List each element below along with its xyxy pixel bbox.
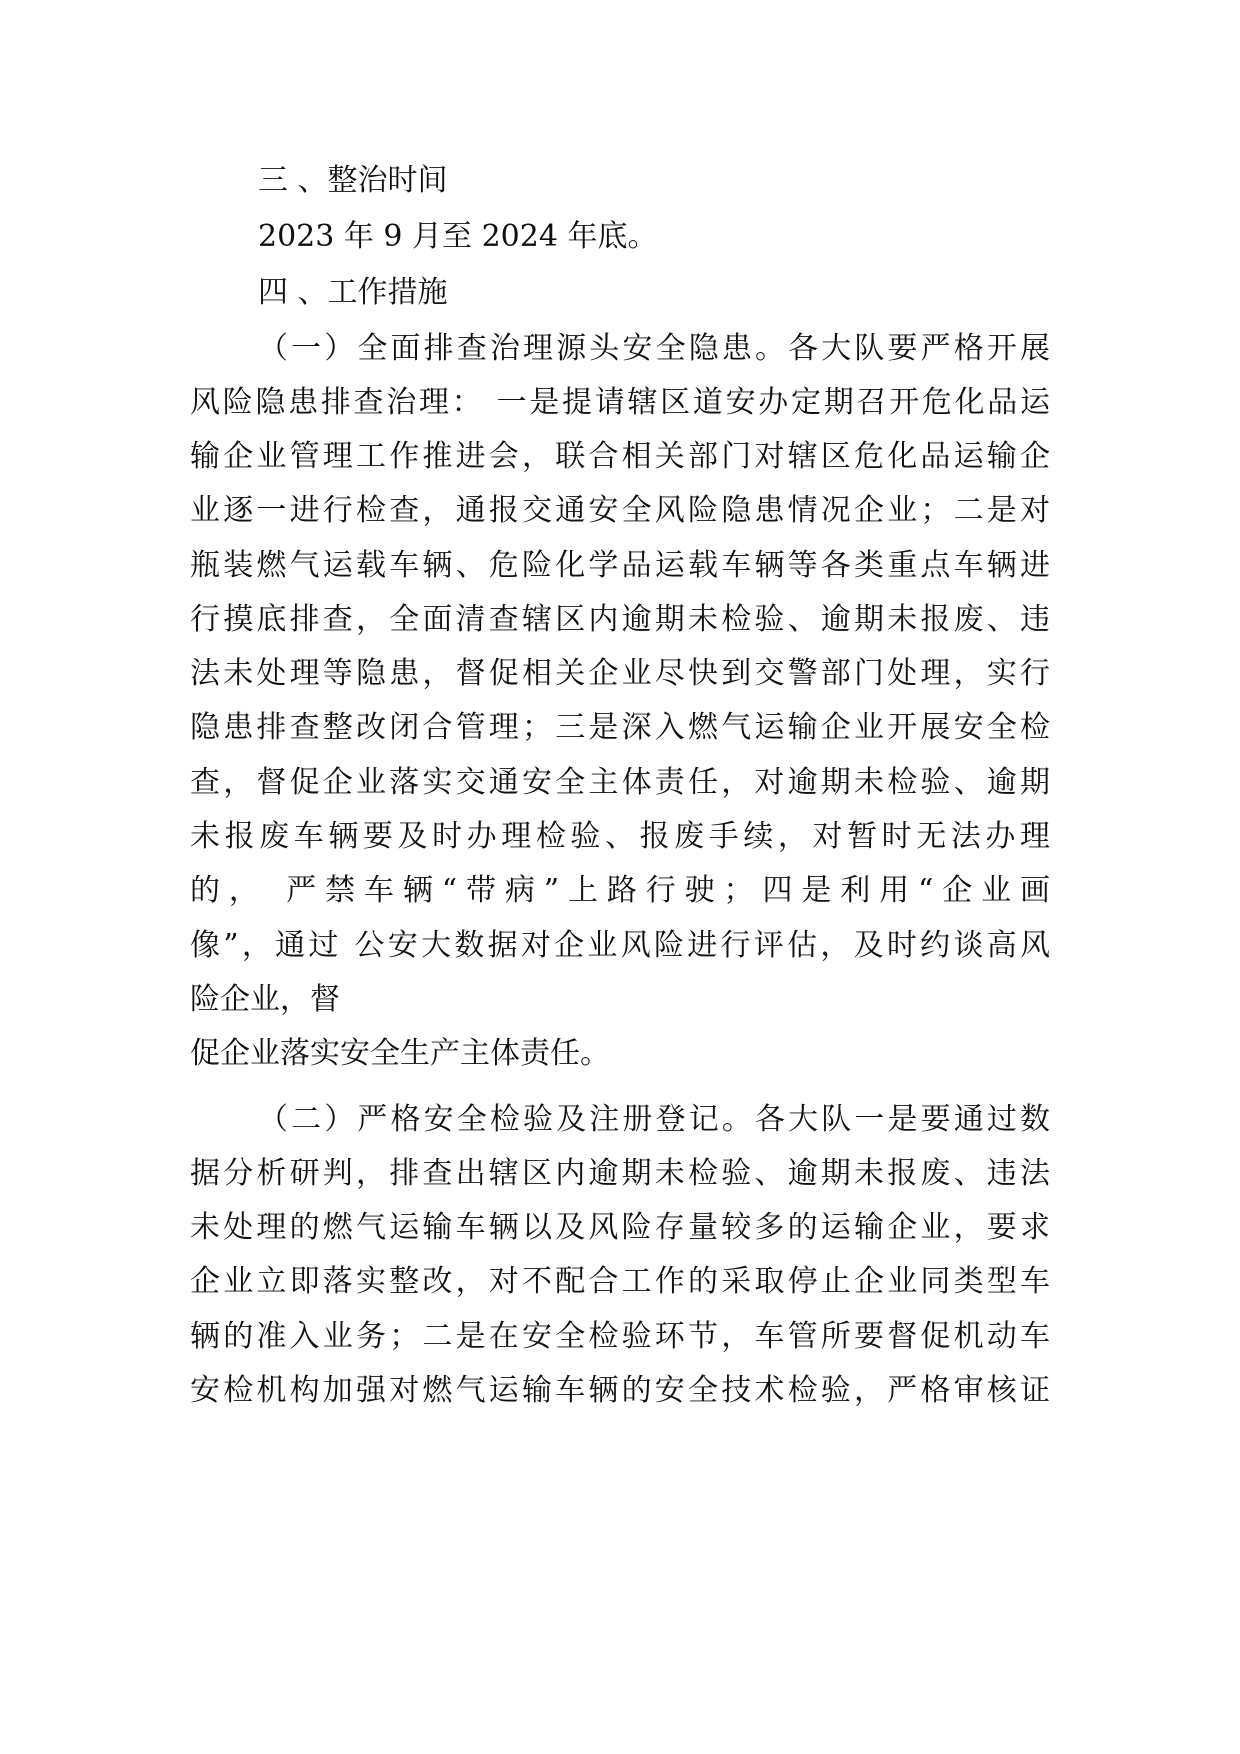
paragraph-line: 企业立即落实整改，对不配合工作的采取停止企业同类型车 (190, 1264, 1050, 1299)
paragraph-line: 风险隐患排查治理： 一是提请辖区道安办定期召开危化品运 (190, 385, 1050, 420)
paragraph-line: 辆的准入业务；二是在安全检验环节，车管所要督促机动车 (190, 1319, 1050, 1354)
paragraph-line: 行摸底排查，全面清查辖区内逾期未检验、逾期未报废、违 (190, 602, 1050, 637)
paragraph-line: 安检机构加强对燃气运输车辆的安全技术检验，严格审核证 (190, 1373, 1050, 1408)
paragraph-line: 险企业，督 (190, 982, 340, 1017)
paragraph-line: 据分析研判，排查出辖区内逾期未检验、逾期未报废、违法 (190, 1156, 1050, 1191)
paragraph-line: 输企业管理工作推进会，联合相关部门对辖区危化品运输企 (190, 439, 1050, 474)
section-heading-3: 三 、整治时间 (258, 163, 448, 198)
section-heading-4: 四 、工作措施 (258, 275, 448, 310)
paragraph-line: （二）严格安全检验及注册登记。各大队一是要通过数 (258, 1102, 1050, 1137)
paragraph-line: 业逐一进行检查，通报交通安全风险隐患情况企业；二是对 (190, 493, 1050, 528)
paragraph-line: 未报废车辆要及时办理检验、报废手续，对暂时无法办理 (190, 819, 1050, 854)
paragraph-line: 的， 严禁车辆“带病”上路行驶；四是利用“企业画 (190, 873, 1050, 908)
paragraph-line: 法未处理等隐患，督促相关企业尽快到交警部门处理，实行 (190, 656, 1050, 691)
paragraph-line: 隐患排查整改闭合管理；三是深入燃气运输企业开展安全检 (190, 710, 1050, 745)
paragraph-line: 促企业落实安全生产主体责任。 (190, 1036, 610, 1071)
paragraph-line: （一）全面排查治理源头安全隐患。各大队要严格开展 (258, 331, 1050, 366)
paragraph-line: 未处理的燃气运输车辆以及风险存量较多的运输企业，要求 (190, 1210, 1050, 1245)
paragraph-line: 查，督促企业落实交通安全主体责任，对逾期未检验、逾期 (190, 765, 1050, 800)
paragraph-line: 像”，通过 公安大数据对企业风险进行评估，及时约谈高风 (190, 928, 1050, 963)
rectification-period: 2023 年 9 月至 2024 年底。 (258, 219, 658, 254)
paragraph-line: 瓶装燃气运载车辆、危险化学品运载车辆等各类重点车辆进 (190, 548, 1050, 583)
